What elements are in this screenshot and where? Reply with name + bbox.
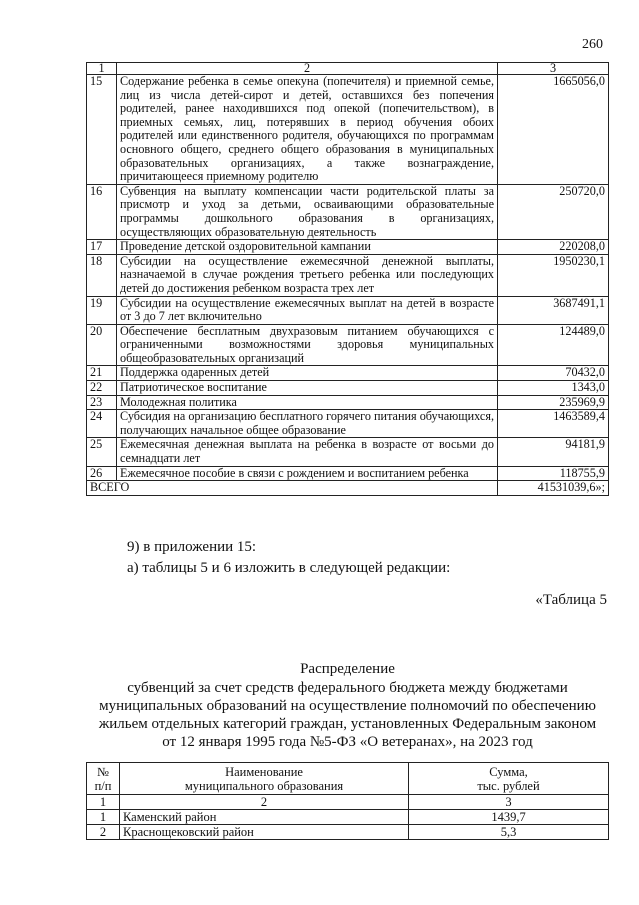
row-amount: 1343,0 (498, 381, 609, 396)
row-amount: 70432,0 (498, 366, 609, 381)
header-name-line: муниципального образования (184, 779, 344, 793)
header-col-3: 3 (498, 63, 609, 75)
row-amount: 94181,9 (498, 438, 609, 466)
row-description: Обеспечение бесплатным двухразовым питанием обучающихся с ограниченными возможностями здоровья муниципальных общеобразовательных организаций (117, 324, 498, 366)
table-row (87, 296, 609, 324)
table-row (87, 438, 609, 466)
header-sum-line: Сумма, (489, 765, 528, 779)
header-name-line: Наименование (225, 765, 303, 779)
row-number: 25 (87, 438, 117, 466)
row-amount: 250720,0 (498, 184, 609, 239)
row-amount: 3687491,1 (498, 296, 609, 324)
header-col-1: 1 (87, 63, 117, 75)
row-description: Субвенция на выплату компенсации части родительской платы за присмотр и уход за детьми, осваивающими образовательные программы дошкольного образования в организациях, осуществляющих образовательную деятельность (117, 184, 498, 239)
row-description: Ежемесячное пособие в связи с рождением и воспитанием ребенка (117, 466, 498, 481)
page-number: 260 (582, 37, 603, 52)
expenditure-table (86, 62, 609, 496)
header-name (120, 763, 409, 795)
row-sum: 5,3 (409, 825, 609, 840)
table-row (87, 240, 609, 255)
row-amount: 1665056,0 (498, 75, 609, 185)
table-row (87, 75, 609, 185)
row-amount: 1950230,1 (498, 254, 609, 296)
table-row (87, 410, 609, 438)
header-col-2: 2 (117, 63, 498, 75)
row-description: Субсидия на организацию бесплатного горячего питания обучающихся, получающих начальное общее образование (117, 410, 498, 438)
table-row (87, 466, 609, 481)
row-number: 24 (87, 410, 117, 438)
row-sum: 1439,7 (409, 810, 609, 825)
row-description: Ежемесячная денежная выплата на ребенка в возрасте от восьми до семнадцати лет (117, 438, 498, 466)
row-description: Содержание ребенка в семье опекуна (попечителя) и приемной семье, лиц из числа детей-сирот и детей, оставшихся без попечения родителей, ранее находившихся под опекой (попечительством), в приемных семьях, лиц, потерявших в период обучения обоих родителей или единственного родителя, обучающихся по программам основного общего, среднего общего образования в муниципальных образовательных организациях, а также вознаграждение, причитающееся приемному родителю (117, 75, 498, 185)
row-description: Субсидии на осуществление ежемесячной денежной выплаты, назначаемой в случае рождения третьего ребенка или последующих детей до достижения ребенком возраста трех лет (117, 254, 498, 296)
row-description: Проведение детской оздоровительной кампании (117, 240, 498, 255)
row-description: Субсидии на осуществление ежемесячных выплат на детей в возрасте от 3 до 7 лет включительно (117, 296, 498, 324)
total-label: ВСЕГО (87, 481, 498, 496)
row-number: 16 (87, 184, 117, 239)
row-number: 15 (87, 75, 117, 185)
row-number: 19 (87, 296, 117, 324)
table-row (87, 366, 609, 381)
distribution-subtitle-line: муниципальных образований на осуществление полномочий по обеспечению (99, 698, 596, 714)
header-number-line: п/п (94, 779, 112, 793)
total-amount: 41531039,6»; (498, 481, 609, 496)
row-amount: 220208,0 (498, 240, 609, 255)
row-number: 23 (87, 395, 117, 410)
row-description: Поддержка одаренных детей (117, 366, 498, 381)
row-number: 17 (87, 240, 117, 255)
row-municipality: Краснощековский район (120, 825, 409, 840)
row-number: 1 (87, 810, 120, 825)
header-number (87, 763, 120, 795)
table-row (87, 254, 609, 296)
row-amount: 118755,9 (498, 466, 609, 481)
row-number: 18 (87, 254, 117, 296)
col-number-1: 1 (87, 795, 120, 810)
row-number: 22 (87, 381, 117, 396)
distribution-title: Распределение (300, 661, 395, 677)
table-row (87, 825, 609, 840)
table-row (87, 810, 609, 825)
header-sum (409, 763, 609, 795)
row-description: Молодежная политика (117, 395, 498, 410)
distribution-subtitle-line: субвенций за счет средств федерального бюджета между бюджетами (127, 680, 568, 696)
header-number-line: № (97, 765, 109, 779)
row-number: 20 (87, 324, 117, 366)
table-label: «Таблица 5 (535, 592, 607, 608)
header-sum-line: тыс. рублей (477, 779, 540, 793)
item-9-text: 9) в приложении 15: (127, 539, 257, 555)
distribution-subtitle-line: от 12 января 1995 года №5-ФЗ «О ветеранах», на 2023 год (162, 734, 533, 750)
row-number: 21 (87, 366, 117, 381)
col-number-3: 3 (409, 795, 609, 810)
table-row (87, 381, 609, 396)
table-row (87, 395, 609, 410)
table-row (87, 184, 609, 239)
distribution-table (86, 762, 609, 840)
table-row (87, 324, 609, 366)
column-number-row (87, 795, 609, 810)
table-header-row (87, 63, 609, 75)
table-header-row (87, 763, 609, 795)
row-number: 26 (87, 466, 117, 481)
row-amount: 1463589,4 (498, 410, 609, 438)
row-number: 2 (87, 825, 120, 840)
row-description: Патриотическое воспитание (117, 381, 498, 396)
table-total-row (87, 481, 609, 496)
row-amount: 235969,9 (498, 395, 609, 410)
row-amount: 124489,0 (498, 324, 609, 366)
distribution-subtitle-line: жильем отдельных категорий граждан, установленных Федеральным законом (98, 716, 597, 732)
item-a-text: а) таблицы 5 и 6 изложить в следующей редакции: (127, 560, 451, 576)
row-municipality: Каменский район (120, 810, 409, 825)
col-number-2: 2 (120, 795, 409, 810)
